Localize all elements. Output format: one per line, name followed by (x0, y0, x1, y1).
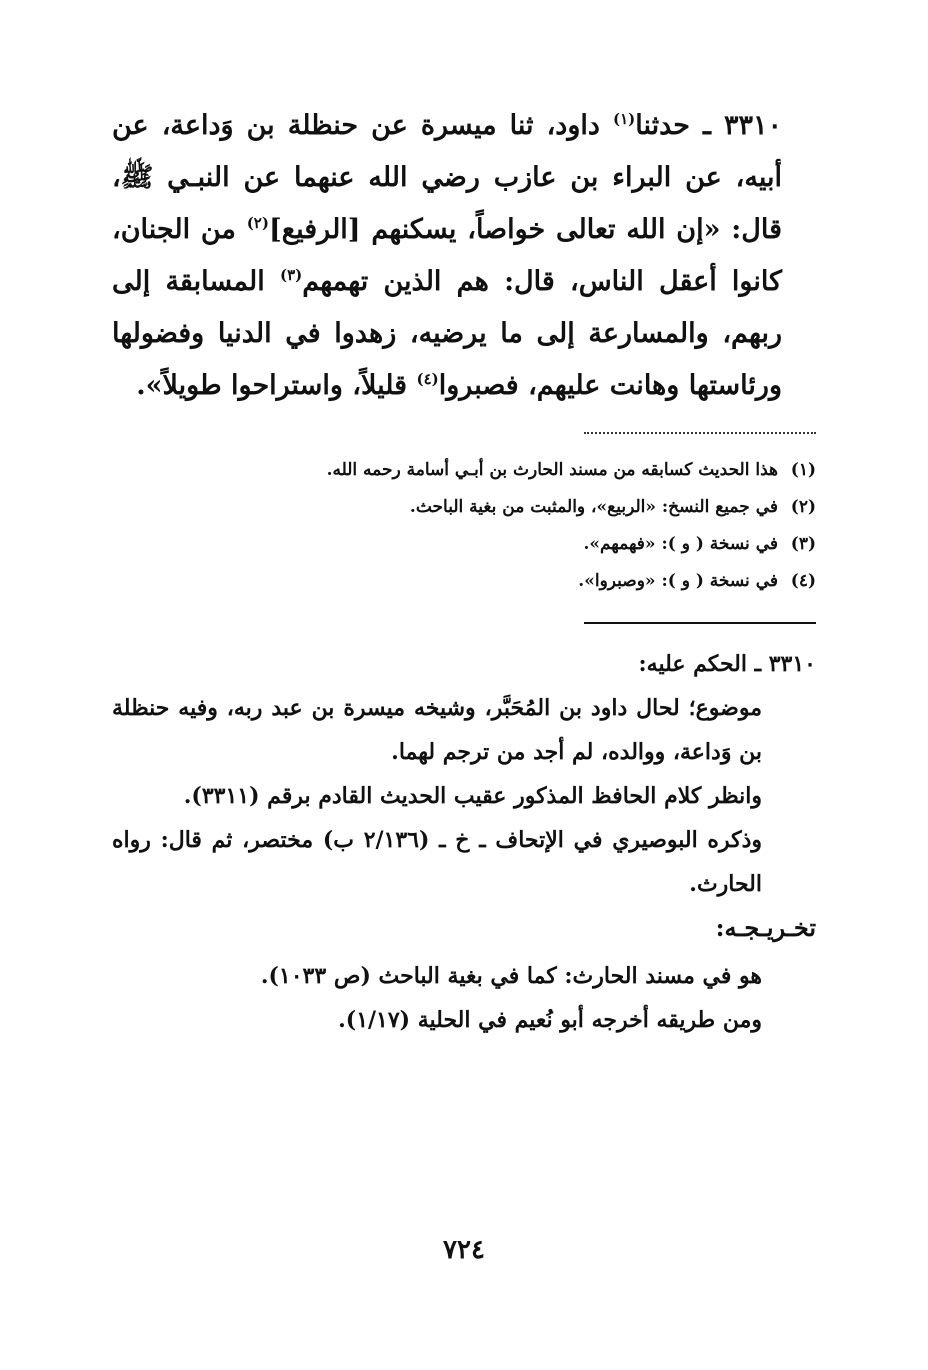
footnote-text: في نسخة ( و ): «وصبروا». (578, 571, 778, 591)
takhrij-line-2: ومن طريقه أخرجه أبو نُعيم في الحلية (١/١٧). (338, 1007, 762, 1033)
hadith-text-part-1: داود، ثنا ميسرة عن حنظلة بن وَداعة، عن أبيه، عن البراء بن عازب رضي الله عنهما عن النبـي ﷺ، قال: «إن الله تعالى خواصاً، يسكنهم [الرفيع] (112, 110, 782, 245)
footnote-number: (١) (790, 460, 816, 480)
ruling-paragraph-1: موضوع؛ لحال داود بن المُحَبَّر، وشيخه ميسرة بن عبد ربه، وفيه حنظلة بن وَداعة، ووالده، لم أجد من ترجم لهما. (112, 695, 762, 765)
footnote-number: (٣) (790, 534, 816, 554)
hadith-text-part-3: المسابقة إلى ربهم، والمسارعة إلى ما يرضيه، زهدوا في الدنيا وفضولها ورئاستها وهانت عليهم، فصبروا (112, 266, 782, 401)
footnotes (112, 452, 816, 600)
footnote-ref-2: (٢) (246, 214, 269, 232)
footnote-number: (٢) (790, 497, 816, 517)
footnote-text: في جميع النسخ: «الربيع»، والمثبت من بغية الباحث. (409, 497, 778, 517)
footnote-1 (112, 452, 816, 489)
hadith-paragraph (112, 100, 816, 412)
footnote-number: (٤) (790, 571, 816, 591)
footnote-2 (112, 489, 816, 526)
footnote-separator (584, 432, 816, 434)
ruling-paragraph-2: وانظر كلام الحافظ المذكور عقيب الحديث القادم برقم (٣٣١١). (183, 783, 762, 809)
hadith-text-part-2: من الجنان، كانوا أعقل الناس، قال: هم الذين تهمهم (112, 214, 782, 297)
footnote-ref-4: (٤) (416, 370, 439, 388)
hadith-text-part-4: قليلاً، واستراحوا طويلاً». (136, 370, 417, 401)
takhrij-line-1: هو في مسند الحارث: كما في بغية الباحث (ص ١٠٣٣). (260, 963, 762, 989)
footnote-text: في نسخة ( و ): «فهمهم». (583, 534, 778, 554)
ruling-paragraph-3: وذكره البوصيري في الإتحاف ـ خ ـ (٢/١٣٦ ب) مختصر، ثم قال: رواه الحارث. (112, 827, 762, 897)
page-number: ٧٢٤ (443, 1235, 485, 1265)
footnote-4 (112, 563, 816, 600)
takhrij-heading: تخـريـجـه: (715, 913, 816, 942)
footnote-text: هذا الحديث كسابقه من مسند الحارث بن أبـي أسامة رحمه الله. (326, 460, 778, 480)
section-separator (584, 622, 816, 624)
takhrij-section (112, 954, 762, 1042)
hadith-opening: ٣٣١٠ ـ حدثنا (635, 110, 782, 141)
footnote-ref-1: (١) (612, 110, 636, 128)
ruling-heading: ٣٣١٠ ـ الحكم عليه: (638, 651, 816, 677)
hadith-text (112, 100, 816, 412)
ruling-section (112, 642, 816, 906)
footnote-3 (112, 526, 816, 563)
footnote-ref-3: (٣) (279, 266, 303, 284)
